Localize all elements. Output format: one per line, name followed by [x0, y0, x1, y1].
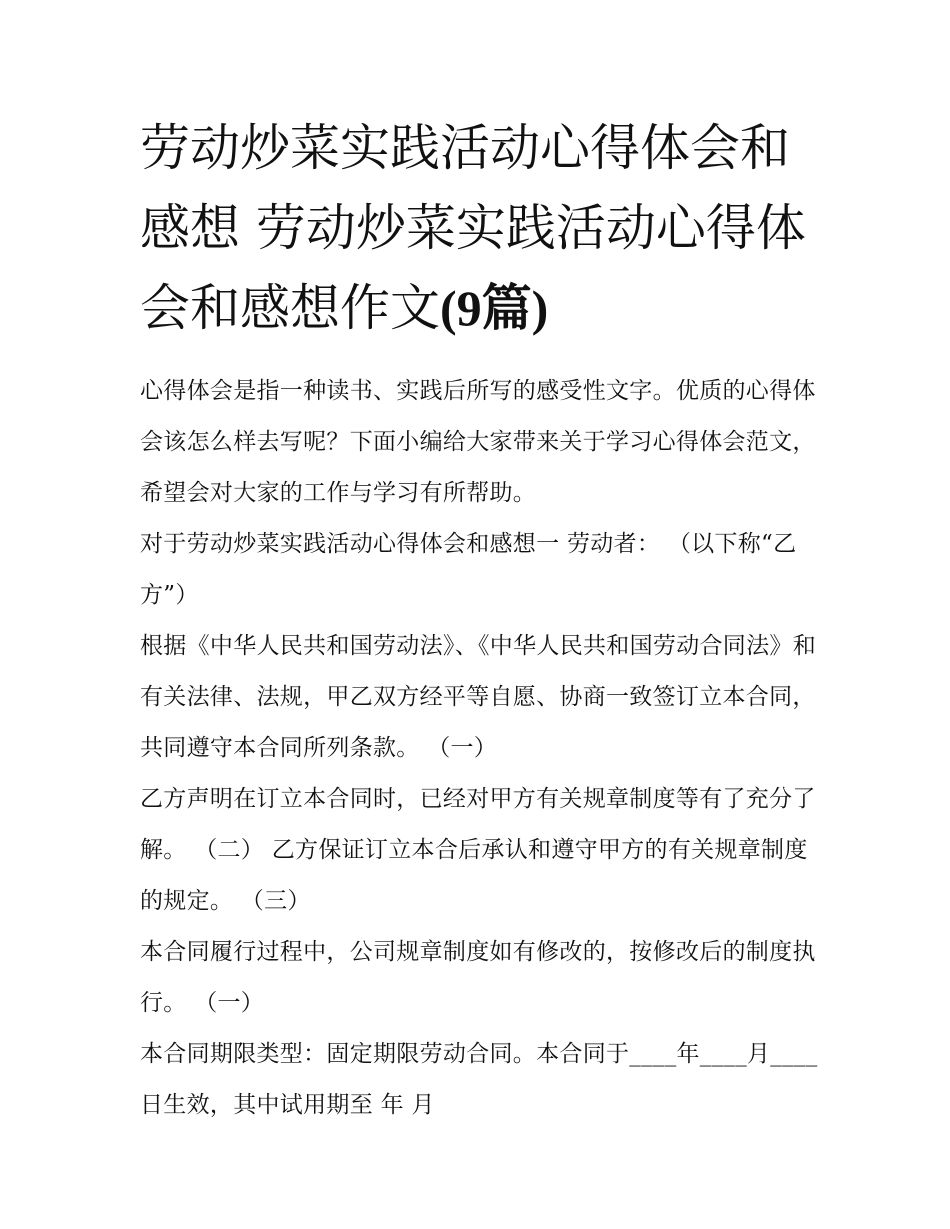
document-title [140, 108, 820, 348]
rules-change-paragraph: 本合同履行过程中，公司规章制度如有修改的，按修改后的制度执行。 （一） [140, 939, 816, 1016]
party-statement-paragraph: 乙方声明在订立本合同时，已经对甲方有关规章制度等有了充分了解。 （二） 乙方保证订立本合后承认和遵守甲方的有关规章制度的规定。 （三） [140, 786, 816, 914]
document-page [140, 108, 820, 1131]
section-heading-paragraph: 对于劳动炒菜实践活动心得体会和感想一 劳动者： （以下称“乙方”） [140, 531, 797, 608]
intro-paragraph: 心得体会是指一种读书、实践后所写的感受性文字。优质的心得体会该怎么样去写呢？下面小编给大家带来关于学习心得体会范文，希望会对大家的工作与学习有所帮助。 [140, 378, 816, 506]
contract-term-paragraph: 本合同期限类型：固定期限劳动合同。本合同于____年____月____日生效，其中试用期至 年 月 [140, 1041, 818, 1118]
title-main-text: 劳动炒菜实践活动心得体会和感想 劳动炒菜实践活动心得体会和感想作文 [140, 119, 806, 337]
contract-basis-paragraph: 根据《中华人民共和国劳动法》、《中华人民共和国劳动合同法》和有关法律、法规，甲乙双方经平等自愿、协商一致签订立本合同，共同遵守本合同所列条款。 （一） [140, 633, 816, 761]
title-suffix-text: (9篇) [440, 280, 549, 336]
